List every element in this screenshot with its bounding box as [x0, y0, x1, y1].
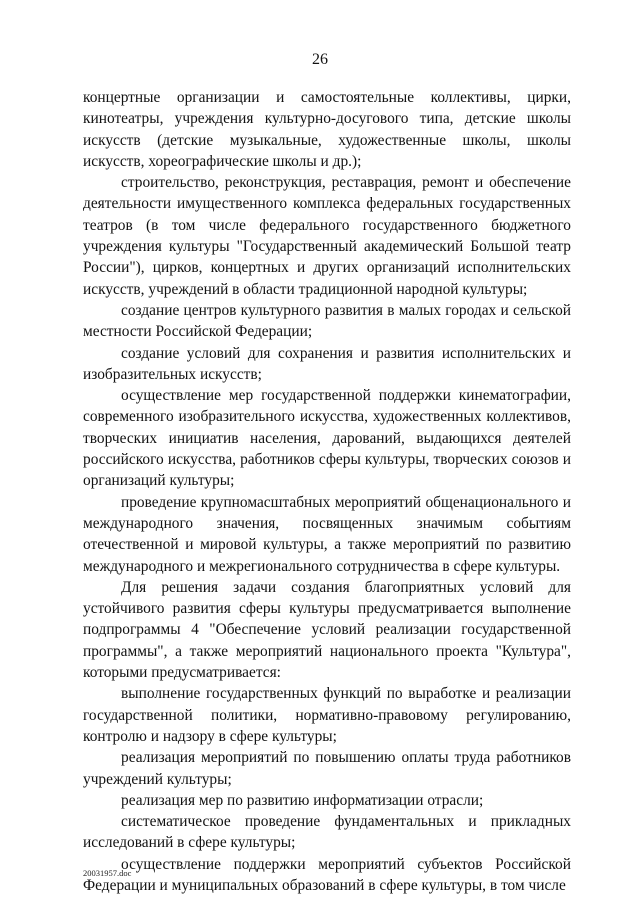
paragraph: систематическое проведение фундаментальных и прикладных исследований в сфере культуры; — [83, 813, 571, 852]
paragraph: осуществление мер государственной поддержки кинематографии, современного изобразительного искусства, художественных коллективов, творческих инициатив населения, дарований, выдающихся деятелей российского искусства, работников сферы культуры, творческих союзов и организаций культуры; — [83, 387, 571, 490]
paragraph: Для решения задачи создания благоприятных условий для устойчивого развития сферы культуры предусматривается выполнение подпрограммы 4 "Обеспечение условий реализации государственной программы", а также мероприятий национального проекта "Культура", которыми предусматривается: — [83, 578, 571, 682]
paragraph-continuation: концертные организации и самостоятельные коллективы, цирки, кинотеатры, учреждения культурно-досугового типа, детские школы искусств (детские музыкальные, художественные школы, школы искусств, хореографические школы и др.); — [83, 89, 571, 170]
paragraph: реализация мер по развитию информатизации отрасли; — [121, 791, 484, 809]
document-file-code: 20031957.doc — [83, 868, 132, 878]
paragraph: проведение крупномасштабных мероприятий общенационального и международного значения, посвященных значимым событиям отечественной и мировой культуры, а также мероприятий по развитию международного и межрегионального сотрудничества в сфере культуры. — [83, 493, 571, 575]
document-body — [83, 87, 571, 896]
paragraph: строительство, реконструкция, реставрация, ремонт и обеспечение деятельности имущественного комплекса федеральных государственных театров (в том числе федерального государственного бюджетного учреждения культуры "Государственный академический Большой театр России"), цирков, концертных и других организаций исполнительских искусств, учреждений в области традиционной народной культуры; — [83, 174, 571, 298]
paragraph: выполнение государственных функций по выработке и реализации государственной политики, нормативно-правовому регулированию, контролю и надзору в сфере культуры; — [83, 685, 571, 745]
paragraph: осуществление поддержки мероприятий субъектов Российской Федерации и муниципальных образований в сфере культуры, в том числе — [83, 855, 571, 894]
paragraph: реализация мероприятий по повышению оплаты труда работников учреждений культуры; — [83, 749, 571, 788]
paragraph: создание условий для сохранения и развития исполнительских и изобразительных искусств; — [83, 344, 571, 383]
paragraph: создание центров культурного развития в малых городах и сельской местности Российской Федерации; — [83, 301, 571, 341]
page-number: 26 — [312, 51, 328, 68]
